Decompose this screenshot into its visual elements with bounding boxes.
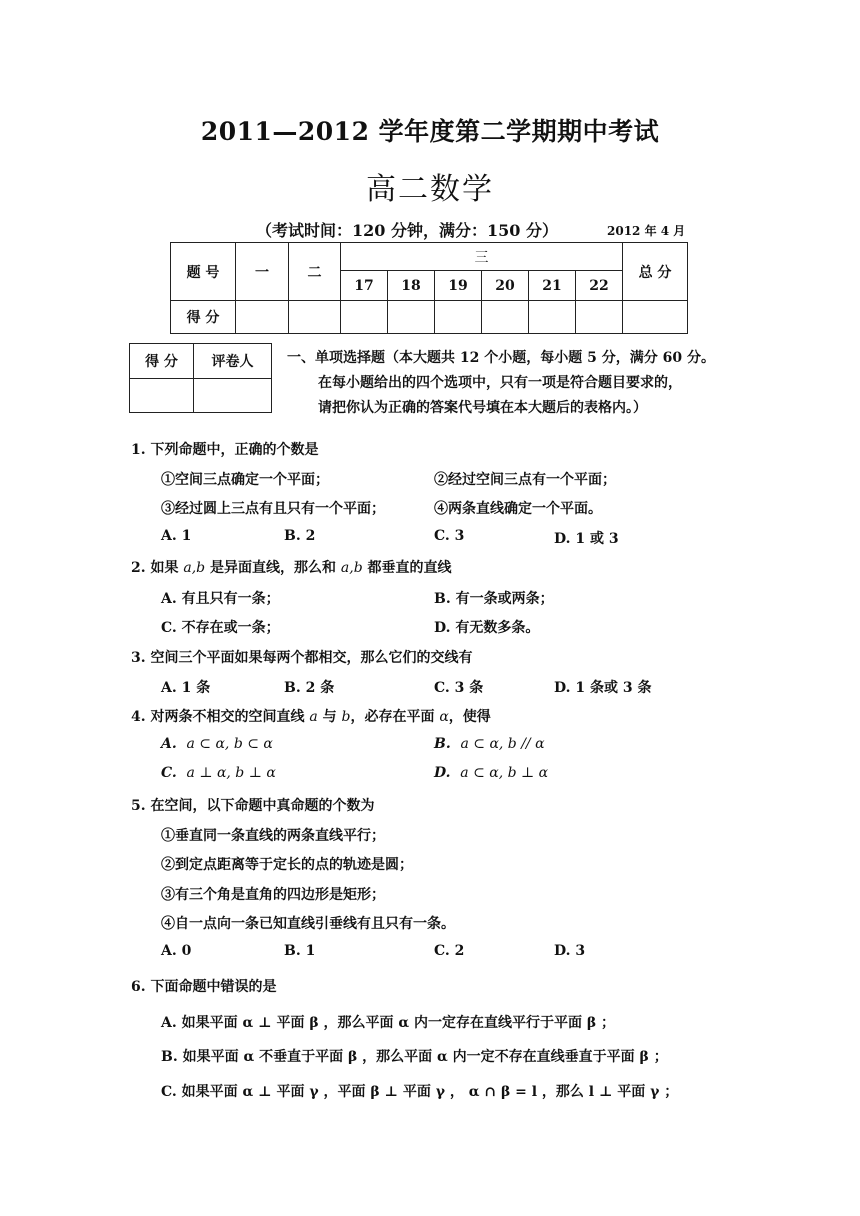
- question-5-option-c: C. 2: [434, 943, 465, 959]
- section-1-line-3: 请把你认为正确的答案代号填在本大题后的表格内。）: [318, 400, 647, 416]
- question-2-option-a: A. 有且只有一条；: [161, 591, 280, 607]
- question-3-stem: 3. 空间三个平面如果每两个都相交，那么它们的交线有: [131, 650, 473, 666]
- question-4-stem-text: 4. 对两条不相交的空间直线: [131, 709, 310, 725]
- question-2-stem-text: 2. 如果: [131, 560, 184, 576]
- question-2-stem-text: 是异面直线，那么和: [205, 560, 341, 576]
- score-table-sub-19: 19: [435, 271, 482, 301]
- score-table-label-score: 得 分: [171, 301, 236, 334]
- score-cell: [623, 301, 688, 334]
- question-5-option-d: D. 3: [554, 943, 586, 959]
- question-1-statement-3: ③经过圆上三点有且只有一个平面；: [161, 501, 385, 517]
- question-1-statement-1: ①空间三点确定一个平面；: [161, 472, 329, 488]
- score-table-col-3: 三: [341, 243, 623, 271]
- score-table-sub-18: 18: [388, 271, 435, 301]
- score-table: [170, 242, 688, 334]
- option-math: a ⊂ α, b // α: [460, 736, 545, 752]
- question-1-option-b: B. 2: [284, 528, 316, 544]
- question-4-stem-text: ，使得: [448, 709, 491, 725]
- question-5-statement-3: ③有三个角是直角的四边形是矩形；: [161, 887, 385, 903]
- question-4-math-a: a: [309, 709, 318, 725]
- question-5-statement-4: ④自一点向一条已知直线引垂线有且只有一条。: [161, 916, 455, 932]
- section-1-line-1: 一、单项选择题（本大题共 12 个小题，每小题 5 分，满分 60 分。: [287, 350, 715, 366]
- question-1-option-c: C. 3: [434, 528, 465, 544]
- question-1-stem: 1. 下列命题中，正确的个数是: [131, 442, 319, 458]
- score-table-col-2: 二: [289, 243, 341, 301]
- question-3-option-b: B. 2 条: [284, 680, 335, 696]
- grader-name-cell: [194, 379, 272, 413]
- option-math: a ⊂ α, b ⊂ α: [186, 736, 273, 752]
- score-table-sub-22: 22: [576, 271, 623, 301]
- question-4-option-b: [434, 736, 545, 752]
- score-table-sub-20: 20: [482, 271, 529, 301]
- question-2-stem-text: 都垂直的直线: [362, 560, 452, 576]
- exam-date: 2012 年 4 月: [607, 224, 686, 238]
- question-4-stem-text: 与: [317, 709, 342, 725]
- option-letter: A.: [161, 736, 177, 752]
- question-6-option-c: C. 如果平面 α ⊥ 平面 γ ，平面 β ⊥ 平面 γ ， α ∩ β = l ，那么 l ⊥ 平面 γ ；: [161, 1084, 679, 1100]
- section-1-line-2: 在每小题给出的四个选项中，只有一项是符合题目要求的，: [318, 375, 682, 391]
- option-math: a ⊂ α, b ⊥ α: [460, 765, 549, 781]
- option-letter: B.: [434, 736, 451, 752]
- question-6-stem: 6. 下面命题中错误的是: [131, 979, 277, 995]
- option-math: a ⊥ α, b ⊥ α: [186, 765, 276, 781]
- question-2-option-c: C. 不存在或一条；: [161, 620, 280, 636]
- question-1-option-a: A. 1: [161, 528, 192, 544]
- subject-title: 高二数学: [366, 172, 494, 207]
- exam-title: 2011—2012 学年度第二学期期中考试: [200, 117, 660, 146]
- question-1-statement-4: ④两条直线确定一个平面。: [434, 501, 602, 517]
- question-2-math-ab: a,b: [340, 560, 363, 576]
- option-letter: C.: [161, 765, 177, 781]
- question-4-option-d: [434, 765, 548, 781]
- grader-table: [129, 343, 272, 413]
- question-5-stem: 5. 在空间，以下命题中真命题的个数为: [131, 798, 375, 814]
- score-cell: [576, 301, 623, 334]
- question-3-option-a: A. 1 条: [161, 680, 211, 696]
- question-4-stem-text: ，必存在平面: [350, 709, 440, 725]
- score-cell: [482, 301, 529, 334]
- question-5-statement-2: ②到定点距离等于定长的点的轨迹是圆；: [161, 857, 413, 873]
- question-3-option-d: D. 1 条或 3 条: [554, 680, 652, 696]
- question-2-option-b: B. 有一条或两条；: [434, 591, 554, 607]
- question-5-option-a: A. 0: [161, 943, 192, 959]
- score-cell: [341, 301, 388, 334]
- grader-table-score: 得 分: [130, 344, 194, 379]
- question-5-statement-1: ①垂直同一条直线的两条直线平行；: [161, 828, 385, 844]
- score-table-sub-21: 21: [529, 271, 576, 301]
- score-cell: [388, 301, 435, 334]
- section-1-instructions: [287, 346, 757, 421]
- question-4-math-alpha: α: [439, 709, 449, 725]
- question-5-option-b: B. 1: [284, 943, 316, 959]
- question-4-option-a: [161, 736, 273, 752]
- question-6-option-a: A. 如果平面 α ⊥ 平面 β ，那么平面 α 内一定存在直线平行于平面 β ；: [161, 1015, 616, 1031]
- option-letter: D.: [434, 765, 451, 781]
- score-table-sub-17: 17: [341, 271, 388, 301]
- question-4-option-c: [161, 765, 276, 781]
- score-table-total: 总 分: [623, 243, 688, 301]
- score-table-col-1: 一: [236, 243, 289, 301]
- question-6-option-b: B. 如果平面 α 不垂直于平面 β ，那么平面 α 内一定不存在直线垂直于平面 β ；: [161, 1049, 668, 1065]
- score-cell: [236, 301, 289, 334]
- question-4-stem: [131, 706, 491, 726]
- question-2-option-d: D. 有无数多条。: [434, 620, 540, 636]
- grader-table-grader: 评卷人: [194, 344, 272, 379]
- question-4-math-b: b: [341, 709, 351, 725]
- question-3-option-c: C. 3 条: [434, 680, 484, 696]
- score-cell: [289, 301, 341, 334]
- question-1-option-d: D. 1 或 3: [554, 531, 619, 547]
- question-1-statement-2: ②经过空间三点有一个平面；: [434, 472, 616, 488]
- question-2-math-ab: a,b: [183, 560, 206, 576]
- score-table-label-number: 题 号: [171, 243, 236, 301]
- exam-info: （考试时间：120 分钟，满分：150 分）: [256, 221, 558, 240]
- question-2-stem: [131, 557, 452, 577]
- grader-score-cell: [130, 379, 194, 413]
- score-cell: [435, 301, 482, 334]
- score-cell: [529, 301, 576, 334]
